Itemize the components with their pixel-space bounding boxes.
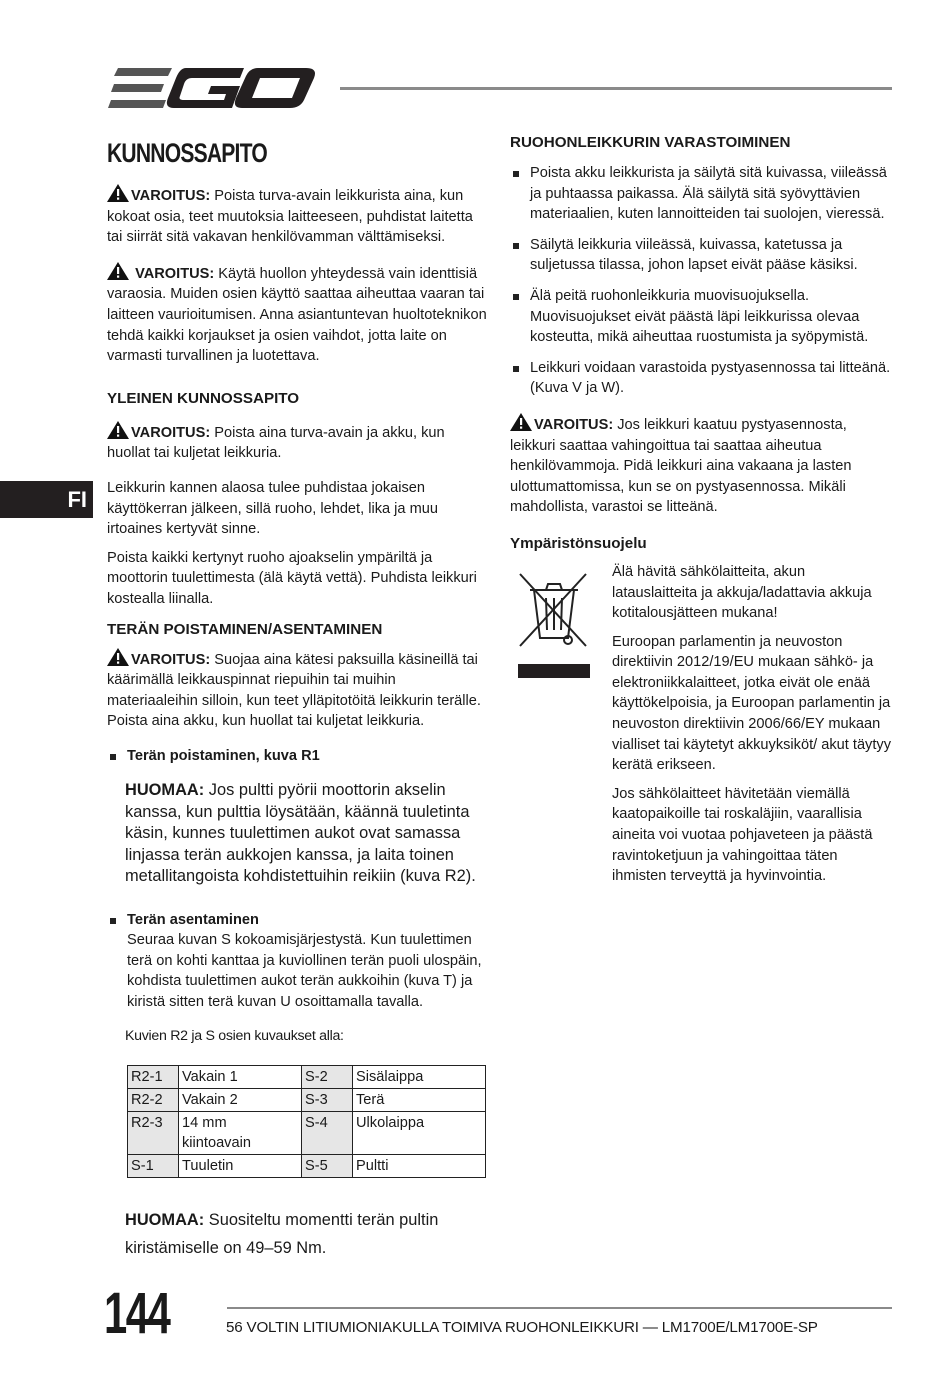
table-cell-code: S-4 bbox=[302, 1112, 353, 1155]
page-number: 144 bbox=[104, 1281, 170, 1346]
ego-logo bbox=[108, 66, 318, 112]
warning-triangle-icon bbox=[107, 421, 129, 439]
right-column bbox=[510, 133, 892, 895]
footer-product-title: 56 VOLTIN LITIUMIONIAKULLA TOIMIVA RUOHONLEIKKURI — LM1700E/LM1700E-SP bbox=[226, 1319, 818, 1336]
table-cell-code: S-1 bbox=[128, 1155, 179, 1178]
warning-label: VAROITUS: bbox=[131, 424, 211, 441]
paragraph-cleaning-deck: Leikkurin kannen alaosa tulee puhdistaa jokaisen käyttökerran jälkeen, sillä ruoho, lehdet, lika ja muu irtoaines kertyvät sinne. bbox=[107, 479, 438, 538]
list-item-text: Seuraa kuvan S kokoamisjärjestystä. Kun tuulettimen terä on kohti kanttaa ja kuviollinen terän puoli ulospäin, kohdista tuulettimen aukot terän aukkoihin (kuva T) ja kiristä sitten terä kuvan U osoittamalla tavalla. bbox=[127, 932, 482, 1010]
warning-label: VAROITUS: bbox=[534, 416, 614, 433]
warning-text: Käytä huollon yhteydessä vain identtisiä varaosia. Muiden osien käyttö saattaa aiheuttaa vaaran tai laitteen vaurioitumisen. Anna asiantuntevan huoltoteknikon tehdä kaikki korjaukset ja osien vaihdot, jotta laite on varmasti turvallinen ja luotettava. bbox=[107, 265, 487, 365]
warning-5 bbox=[510, 413, 892, 518]
header-rule bbox=[340, 87, 892, 90]
table-cell-code: S-5 bbox=[302, 1155, 353, 1178]
page-title: KUNNOSSAPITO bbox=[107, 138, 267, 168]
table-cell-code: S-3 bbox=[302, 1089, 353, 1112]
warning-text: Jos leikkuri kaatuu pystyasennosta, leikkuri saattaa vahingoittua tai saattaa aiheutua henkilövammoja. Pidä leikkuri aina vakaana ja lasten ulottumattomissa, kun se on pystyasennossa. Mikäli mahdollista, varastoi se litteänä. bbox=[510, 416, 852, 516]
note-text: Suositeltu momentti terän pultin kiristämiselle on 49–59 Nm. bbox=[125, 1211, 439, 1258]
list-item: Leikkuri voidaan varastoida pystyasennossa tai litteänä. (Kuva V ja W). bbox=[510, 358, 892, 399]
section-heading-environment: Ympäristönsuojelu bbox=[510, 534, 647, 552]
environment-text bbox=[612, 562, 892, 887]
language-tab: FI bbox=[0, 481, 93, 518]
list-item-heading: Terän poistaminen, kuva R1 bbox=[127, 747, 320, 764]
list-item bbox=[107, 910, 487, 1013]
table-cell-code: R2-1 bbox=[128, 1066, 179, 1089]
warning-label: VAROITUS: bbox=[131, 651, 211, 668]
section-heading-general: YLEINEN KUNNOSSAPITO bbox=[107, 389, 300, 407]
warning-text: Poista aina turva-avain ja akku, kun huollat tai kuljetat leikkuria. bbox=[107, 424, 445, 462]
list-item: Säilytä leikkuria viileässä, kuivassa, katetussa ja suljetussa tilassa, johon lapset eivät pääse käsiksi. bbox=[510, 235, 892, 276]
environment-paragraph-2: Euroopan parlamentin ja neuvoston direktiivin 2012/19/EU mukaan sähkö- ja elektroniikkalaitteet, jotka eivät ole enää käyttökelpoisia, ja Euroopan parlamentin ja neuvoston direktiivin 2006/66/EY mukaan vialliset tai käytetyt akkuyksiköt/ akut täytyy kerätä erikseen. bbox=[612, 633, 892, 774]
paragraph-cleaning-motor: Poista kaikki kertynyt ruoho ajoakselin ympäriltä ja moottorin tuulettimesta (älä käytä vettä). Puhdista leikkuri kostealla liinalla. bbox=[107, 549, 477, 607]
section-heading-blade: TERÄN POISTAMINEN/ASENTAMINEN bbox=[107, 620, 383, 638]
table-caption: Kuvien R2 ja S osien kuvaukset alla: bbox=[125, 1028, 344, 1045]
blade-install-list bbox=[107, 910, 487, 1013]
table-cell-code: R2-2 bbox=[128, 1089, 179, 1112]
environment-paragraph-1: Älä hävitä sähkölaitteita, akun latauslaitteita ja akkuja/ladattavia akkuja kotitalousjätteen mukana! bbox=[612, 563, 872, 622]
table-cell-description: Pultti bbox=[353, 1155, 486, 1178]
warning-triangle-icon bbox=[107, 262, 129, 280]
warning-triangle-icon bbox=[510, 413, 532, 431]
warning-triangle-icon bbox=[107, 184, 129, 202]
table-cell-description: Tuuletin bbox=[179, 1155, 302, 1178]
crossed-out-bin-icon bbox=[516, 570, 592, 678]
environment-section bbox=[510, 562, 892, 887]
table-row bbox=[128, 1089, 486, 1112]
warning-text: Poista turva-avain leikkurista aina, kun kokoat osia, teet muutoksia laitteeseen, puhdistat laitetta tai siirrät sitä vakavan henkilövamman välttämiseksi. bbox=[107, 188, 473, 246]
table-row bbox=[128, 1155, 486, 1178]
list-item: Poista akku leikkurista ja säilytä sitä kuivassa, viileässä ja puhtaassa paikassa. Älä säilytä sitä syövyttävien materiaalien, kuten lannoitteiden tai suolojen, vieressä. bbox=[510, 163, 892, 225]
table-cell-description: Sisälaippa bbox=[353, 1066, 486, 1089]
list-item: Älä peitä ruohonleikkuria muovisuojuksella. Muovisuojukset eivät päästä läpi leikkurissa olevaa kosteutta, mikä aiheuttaa ruostumista ja syöpymistä. bbox=[510, 286, 892, 348]
table-row bbox=[128, 1112, 486, 1155]
list-item bbox=[107, 746, 487, 767]
warning-label: VAROITUS: bbox=[131, 188, 211, 204]
parts-table bbox=[127, 1065, 486, 1178]
table-cell-description: Terä bbox=[353, 1089, 486, 1112]
table-cell-description: Ulkolaippa bbox=[353, 1112, 486, 1155]
section-heading-storage: RUOHONLEIKKURIN VARASTOIMINEN bbox=[510, 134, 791, 151]
note-bolt-rotates bbox=[107, 780, 487, 887]
table-cell-description: Vakain 1 bbox=[179, 1066, 302, 1089]
table-row bbox=[128, 1066, 486, 1089]
warning-4 bbox=[107, 648, 487, 732]
warning-text: Suojaa aina kätesi paksuilla käsineillä tai käärimällä leikkauspinnat riepuihin tai muihin materiaaleihin silloin, kun teet ylläpitotöitä leikkurin terälle. Poista aina akku, kun huollat tai kuljetat leikkuria. bbox=[107, 651, 481, 730]
note-torque bbox=[107, 1206, 487, 1262]
warning-triangle-icon bbox=[107, 648, 129, 666]
table-cell-description: 14 mm kiintoavain bbox=[179, 1112, 302, 1155]
footer-rule bbox=[227, 1307, 892, 1309]
note-label: HUOMAA: bbox=[125, 1211, 205, 1230]
storage-list bbox=[510, 163, 892, 399]
note-text: Jos pultti pyörii moottorin akselin kanssa, kun pulttia löysätään, käännä tuuletinta käsin, kunnes tuulettimen aukot ovat samassa linjassa terän aukkojen kanssa, ja laita toinen metallitangoista kohdistettuihin reikiin (kuva R2). bbox=[125, 781, 476, 886]
environment-paragraph-3: Jos sähkölaitteet hävitetään viemällä kaatopaikoille tai roskaläjiin, vaarallisia aineita voi vuotaa pohjaveteen ja päästä ravintoketjuun ja vahingoittaa täten ihmisten terveyttä ja hyvinvointia. bbox=[612, 785, 873, 885]
left-column bbox=[107, 136, 487, 1284]
warning-2 bbox=[107, 262, 487, 367]
list-item-heading: Terän asentaminen bbox=[127, 911, 259, 928]
table-cell-code: R2-3 bbox=[128, 1112, 179, 1155]
warning-3 bbox=[107, 421, 487, 464]
note-label: HUOMAA: bbox=[125, 781, 205, 800]
blade-removal-list bbox=[107, 746, 487, 767]
table-cell-code: S-2 bbox=[302, 1066, 353, 1089]
warning-label: VAROITUS: bbox=[135, 265, 215, 282]
warning-1 bbox=[107, 184, 487, 248]
table-cell-description: Vakain 2 bbox=[179, 1089, 302, 1112]
